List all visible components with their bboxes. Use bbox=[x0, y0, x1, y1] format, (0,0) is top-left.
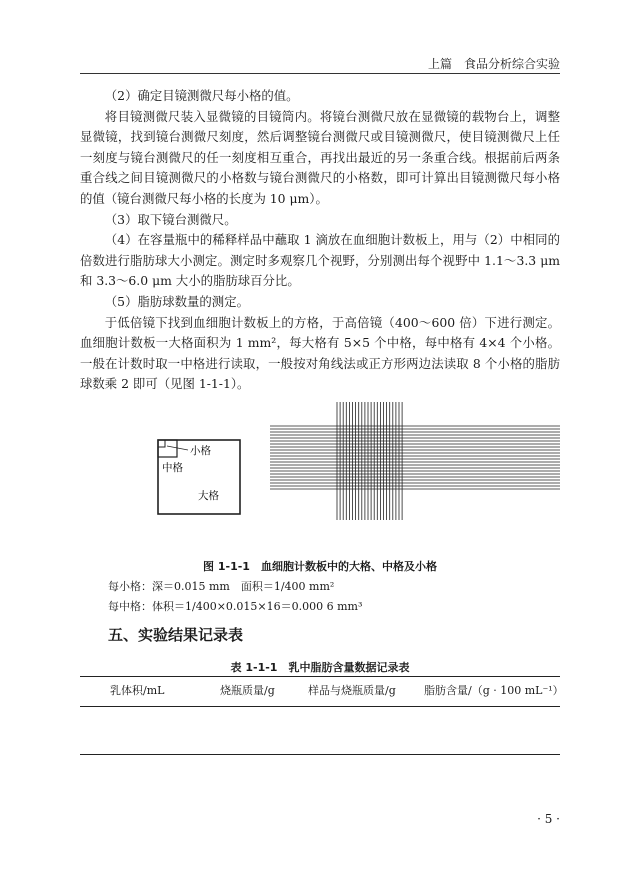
figure-1-1-1 bbox=[80, 398, 560, 558]
paragraph: 于低倍镜下找到血细胞计数板上的方格，于高倍镜（400～600 倍）下进行测定。血细胞计数板一大格面积为 1 mm²，每大格有 5×5 个中格，每中格有 4×4 个小格。一般在计数时取一中格进行读取，一般按对角线法或正方形两边法读取 8 个小格的脂肪球数乘 2 即可（见图 1-1-1）。 bbox=[80, 314, 560, 392]
table-header-cell: 脂肪含量/（g · 100 mL⁻¹） bbox=[424, 684, 564, 697]
table-top-rule bbox=[80, 676, 560, 677]
small-square bbox=[158, 440, 165, 447]
table-caption: 表 1-1-1 乳中脂肪含量数据记录表 bbox=[230, 661, 410, 674]
paragraph: （5）脂肪球数量的测定。 bbox=[104, 293, 249, 309]
body-text bbox=[80, 86, 560, 395]
page-number: · 5 · bbox=[537, 812, 560, 826]
table-header-row bbox=[80, 682, 564, 702]
table-header-cell: 样品与烧瓶质量/g bbox=[308, 684, 396, 697]
medium-square bbox=[158, 440, 177, 457]
paragraph: （3）取下镜台测微尺。 bbox=[104, 211, 237, 227]
counting-chamber-diagram bbox=[80, 398, 560, 558]
table-bottom-rule bbox=[80, 754, 560, 755]
formula-small-square: 每小格：深＝0.015 mm 面积＝1/400 mm² bbox=[108, 580, 335, 593]
figure-caption: 图 1-1-1 血细胞计数板中的大格、中格及小格 bbox=[203, 560, 437, 573]
label-large-square: 大格 bbox=[198, 491, 219, 502]
table-header-cell: 烧瓶质量/g bbox=[220, 684, 275, 697]
label-small-square: 小格 bbox=[190, 446, 211, 457]
paragraph: （4）在容量瓶中的稀释样品中蘸取 1 滴放在血细胞计数板上，用与（2）中相同的倍数进行脂肪球大小测定。测定时多观察几个视野，分别测出每个视野中 1.1～3.3 μm 和 3.3～6.0 μm 大小的脂肪球百分比。 bbox=[80, 232, 560, 289]
counting-grid bbox=[270, 402, 560, 520]
running-header: 上篇 食品分析综合实验 bbox=[427, 57, 560, 71]
header-rule bbox=[80, 73, 560, 74]
table-header-cell: 乳体积/mL bbox=[110, 684, 165, 697]
paragraph: 将目镜测微尺装入显微镜的目镜筒内。将镜台测微尺放在显微镜的载物台上，调整显微镜，找到镜台测微尺刻度，然后调整镜台测微尺或目镜测微尺，使目镜测微尺上任一刻度与镜台测微尺的任一刻度相互重合，再找出最近的另一条重合线。根据前后两条重合线之间目镜测微尺的小格数与镜台测微尺的小格数，即可计算出目镜测微尺每小格的值（镜台测微尺每小格的长度为 10 μm）。 bbox=[80, 108, 560, 206]
formula-medium-square: 每中格：体积＝1/400×0.015×16＝0.000 6 mm³ bbox=[108, 600, 363, 613]
section-title: 五、实验结果记录表 bbox=[108, 626, 244, 644]
paragraph: （2）确定目镜测微尺每小格的值。 bbox=[104, 88, 299, 103]
label-medium-square: 中格 bbox=[162, 463, 183, 474]
table-header-rule bbox=[80, 706, 560, 707]
